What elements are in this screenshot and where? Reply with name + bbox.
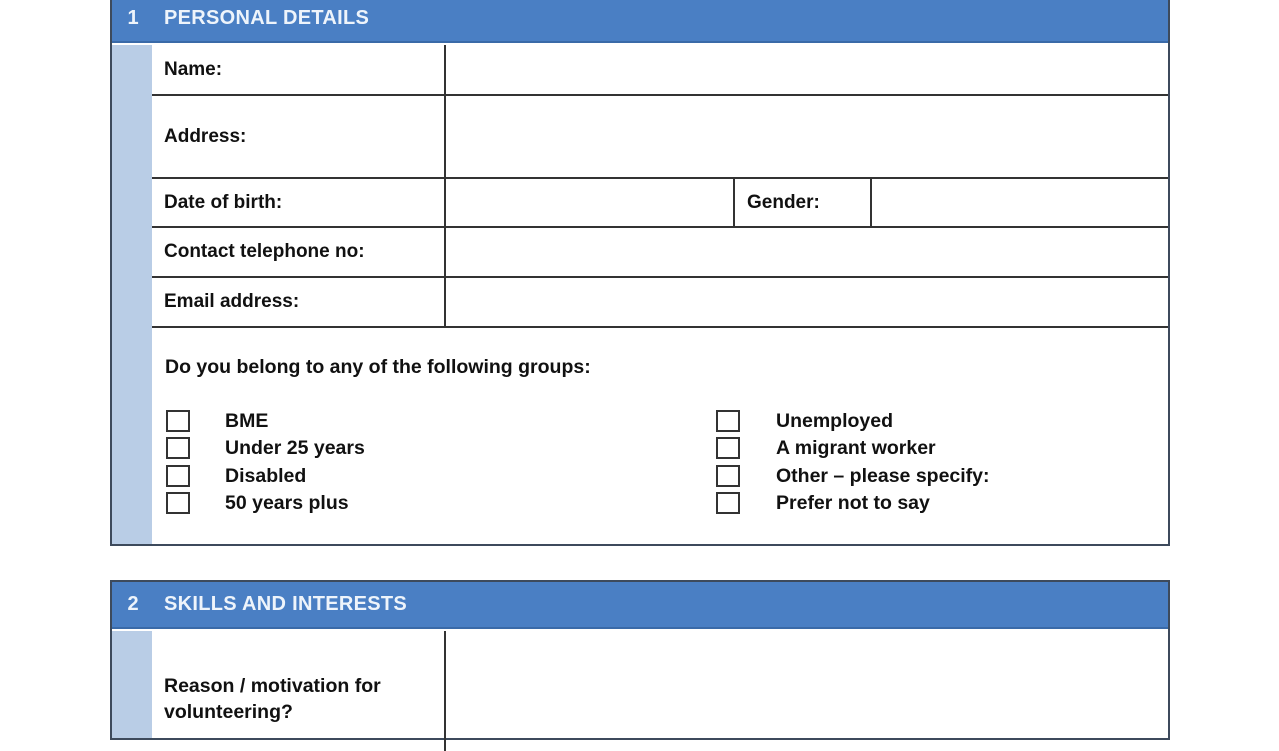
groups-question: Do you belong to any of the following groups: (165, 356, 591, 378)
address-field[interactable] (446, 96, 1168, 177)
section-skills-interests (110, 580, 1170, 740)
label-under-25: Under 25 years (225, 437, 365, 459)
section-header (112, 582, 1168, 629)
checkbox-migrant-worker[interactable] (716, 437, 740, 459)
gender-field[interactable] (872, 179, 1168, 226)
label-disabled: Disabled (225, 465, 307, 487)
side-strip (112, 45, 152, 544)
email-field[interactable] (446, 278, 1168, 326)
reason-row (152, 631, 1168, 751)
section-title: SKILLS AND INTERESTS (164, 593, 408, 615)
reason-label (164, 673, 381, 725)
section-number: 1 (127, 7, 139, 29)
label-unemployed: Unemployed (776, 410, 894, 432)
dob-row (152, 179, 1168, 228)
label-prefer-not-to-say: Prefer not to say (776, 492, 930, 514)
name-field[interactable] (446, 45, 1168, 94)
phone-field[interactable] (446, 228, 1168, 276)
checkbox-bme[interactable] (166, 410, 190, 432)
checkbox-under-25[interactable] (166, 437, 190, 459)
email-label: Email address: (164, 291, 300, 312)
section-number: 2 (127, 593, 139, 615)
side-strip (112, 631, 152, 738)
label-bme: BME (225, 410, 269, 432)
section-title: PERSONAL DETAILS (164, 7, 370, 29)
reason-label-line1: Reason / motivation for (164, 675, 381, 697)
section-personal-details (110, 0, 1170, 546)
checkbox-unemployed[interactable] (716, 410, 740, 432)
name-label: Name: (164, 58, 223, 80)
checkbox-50-plus[interactable] (166, 492, 190, 514)
reason-label-line2: volunteering? (164, 701, 293, 723)
section-header (112, 0, 1168, 43)
checkbox-prefer-not-to-say[interactable] (716, 492, 740, 514)
label-migrant-worker: A migrant worker (776, 437, 936, 459)
label-other: Other – please specify: (776, 465, 990, 487)
dob-field[interactable] (446, 179, 733, 226)
address-label: Address: (164, 125, 247, 147)
label-50-plus: 50 years plus (225, 492, 349, 514)
phone-label: Contact telephone no: (164, 241, 365, 262)
reason-field[interactable] (446, 631, 1168, 751)
name-row (152, 45, 1168, 96)
checkbox-other[interactable] (716, 465, 740, 487)
checkbox-disabled[interactable] (166, 465, 190, 487)
gender-label: Gender: (747, 191, 820, 213)
email-row (152, 278, 1168, 328)
address-row (152, 96, 1168, 179)
phone-row (152, 228, 1168, 278)
dob-label: Date of birth: (164, 191, 283, 213)
